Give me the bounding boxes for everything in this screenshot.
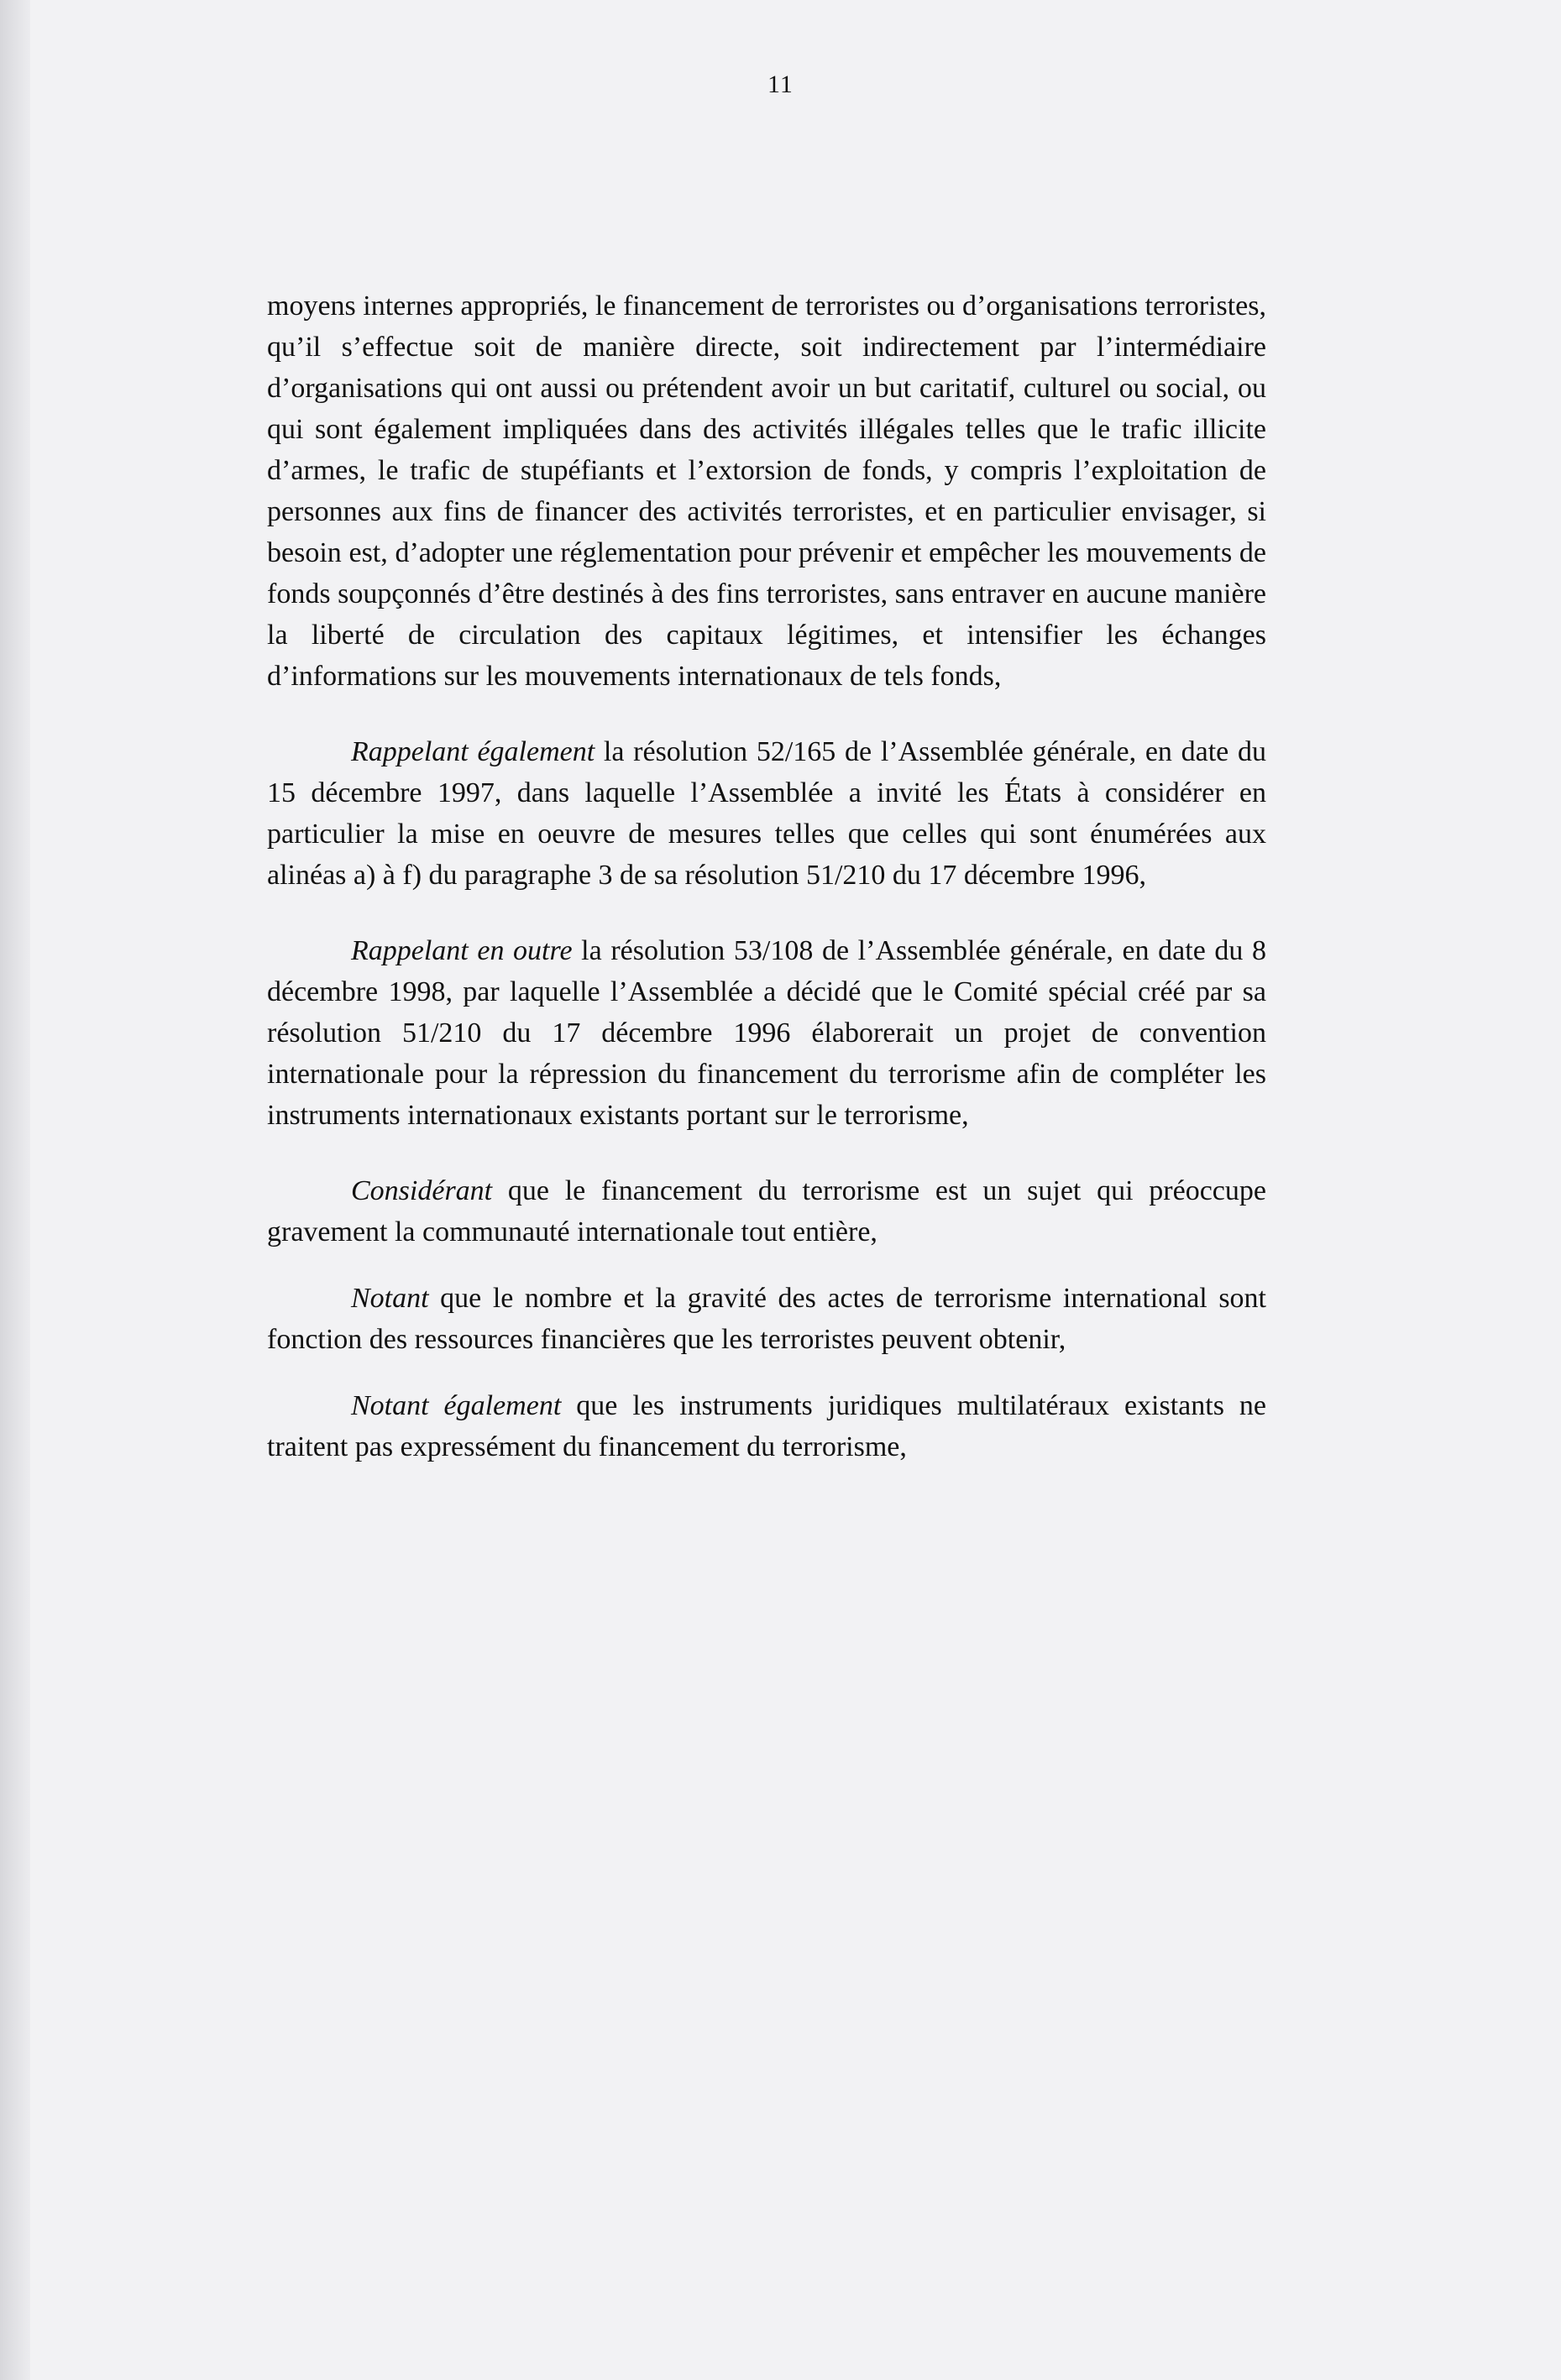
paragraph-lead: Notant également [351, 1390, 562, 1421]
paragraph-noting [267, 1278, 1266, 1360]
paragraph-text: que les instruments juridiques multilatéraux existants ne traitent pas expressément du financement du terrorisme, [267, 1390, 1266, 1462]
paragraph-lead: Notant [351, 1283, 429, 1314]
paragraph-recalling-further [267, 930, 1266, 1136]
paragraph-text: que le nombre et la gravité des actes de terrorisme international sont fonction des ressources financières que les terroristes peuvent obtenir, [267, 1283, 1266, 1355]
paragraph-lead: Rappelant en outre [351, 935, 573, 966]
paragraph-recalling-also [267, 731, 1266, 896]
paragraph-text: que le financement du terrorisme est un sujet qui préoccupe gravement la communauté internationale tout entière, [267, 1175, 1266, 1248]
paragraph-noting-also [267, 1385, 1266, 1467]
paragraph-text: la résolution 53/108 de l’Assemblée générale, en date du 8 décembre 1998, par laquelle l’Assemblée a décidé que le Comité spécial créé par sa résolution 51/210 du 17 décembre 1996 élaborerait un projet de convention internationale pour la répression du financement du terrorisme afin de compléter les instruments internationaux existants portant sur le terrorisme, [267, 935, 1267, 1131]
paragraph-considering [267, 1170, 1266, 1253]
paragraph-continuation [267, 285, 1266, 697]
document-body [267, 285, 1266, 1467]
paragraph-lead: Rappelant également [351, 736, 595, 767]
paragraph-lead: Considérant [351, 1175, 493, 1206]
page-number: 11 [767, 71, 794, 98]
paragraph-text: la résolution 52/165 de l’Assemblée générale, en date du 15 décembre 1997, dans laquelle l’Assemblée a invité les États à considérer en particulier la mise en oeuvre de mesures telles que celles qui sont énumérées aux alinéas a) à f) du paragraphe 3 de sa résolution 51/210 du 17 décembre 1996, [267, 736, 1266, 891]
page-edge-shadow [0, 0, 30, 2380]
paragraph-text: moyens internes appropriés, le financement de terroristes ou d’organisations terroristes, qu’il s’effectue soit de manière directe, soit indirectement par l’intermédiaire d’organisations qui ont aussi ou prétendent avoir un but caritatif, culturel ou social, ou qui sont également impliquées dans des activités illégales telles que le trafic illicite d’armes, le trafic de stupéfiants et l’extorsion de fonds, y compris l’exploitation de personnes aux fins de financer des activités terroristes, et en particulier envisager, si besoin est, d’adopter une réglementation pour prévenir et empêcher les mouvements de fonds soupçonnés d’être destinés à des fins terroristes, sans entraver en aucune manière la liberté de circulation des capitaux légitimes, et intensifier les échanges d’informations sur les mouvements internationaux de tels fonds, [267, 290, 1266, 692]
